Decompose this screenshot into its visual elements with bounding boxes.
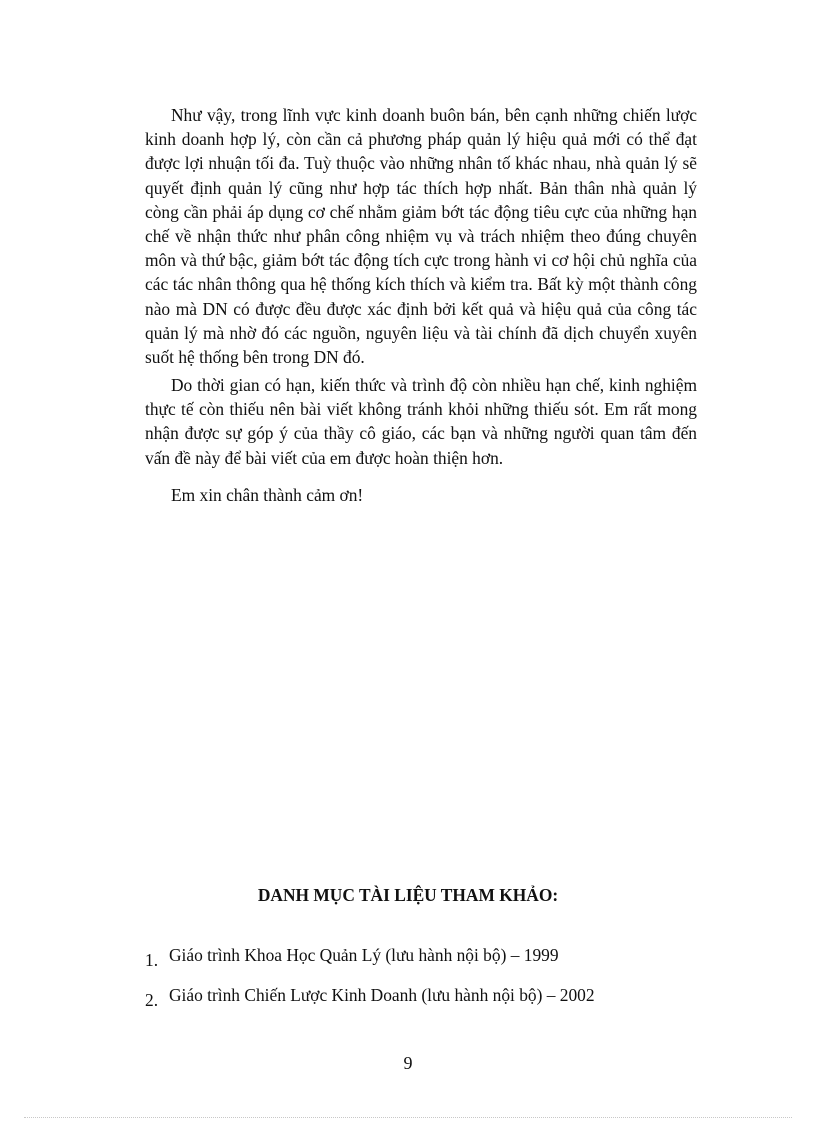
references-heading: DANH MỤC TÀI LIỆU THAM KHẢO: — [257, 885, 559, 905]
reference-number: 1. — [145, 950, 159, 970]
page-number: 9 — [403, 1053, 413, 1073]
reference-number: 2. — [145, 990, 159, 1010]
reference-text: Giáo trình Chiến Lược Kinh Doanh (lưu hành nội bộ) – 2002 — [169, 985, 595, 1005]
reference-text: Giáo trình Khoa Học Quản Lý (lưu hành nội bộ) – 1999 — [169, 945, 559, 965]
reference-item — [145, 985, 595, 1010]
footer-divider — [24, 1117, 792, 1118]
body-paragraph-conclusion: Như vậy, trong lĩnh vực kinh doanh buôn bán, bên cạnh những chiến lược kinh doanh hợp lý, còn cần cả phương pháp quản lý hiệu quả mới có thể đạt được lợi nhuận tối đa. Tuỳ thuộc vào những nhân tố khác nhau, nhà quản lý sẽ quyết định quản lý cũng như hợp tác thích hợp nhất. Bản thân nhà quản lý còng cần phải áp dụng cơ chế nhằm giảm bớt tác động tiêu cực của những hạn chế về nhận thức như phân công nhiệm vụ và trách nhiệm theo đúng chuyên môn và thứ bậc, giảm bớt tác động tích cực trong hành vi cơ hội chủ nghĩa của các tác nhân thông qua hệ thống kích thích và kiểm tra. Bất kỳ một thành công nào mà DN có được đều được xác định bởi kết quả và hiệu quả của công tác quản lý mà nhờ đó các nguồn, nguyên liệu và tài chính đã dịch chuyển xuyên suốt hệ thống bên trong DN đó. — [145, 105, 697, 368]
reference-item — [145, 945, 559, 970]
body-paragraph-apology: Do thời gian có hạn, kiến thức và trình độ còn nhiều hạn chế, kinh nghiệm thực tế còn thiếu nên bài viết không tránh khỏi những thiếu sót. Em rất mong nhận được sự góp ý của thầy cô giáo, các bạn và những người quan tâm đến vấn đề này để bài viết của em được hoàn thiện hơn. — [145, 375, 697, 468]
body-paragraph-thanks: Em xin chân thành cảm ơn! — [171, 485, 364, 505]
